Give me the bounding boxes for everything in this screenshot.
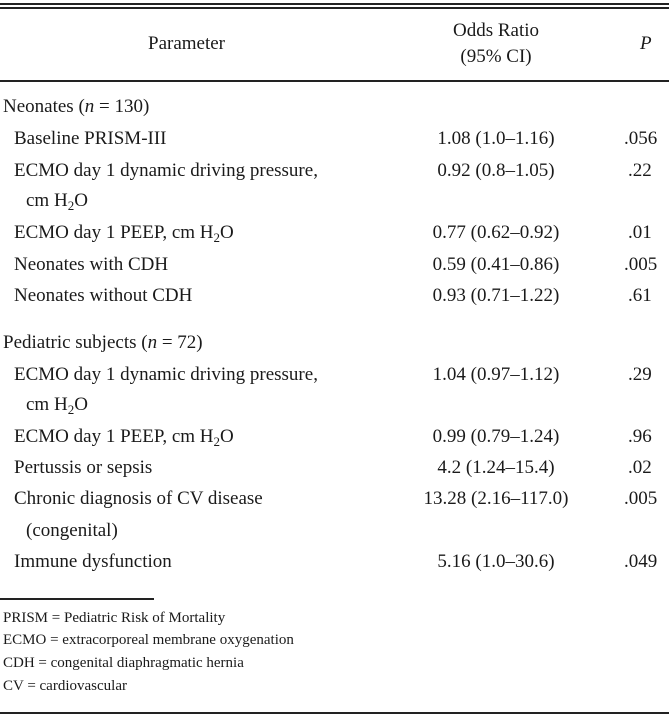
- row-or: 0.77 (0.62–0.92): [432, 222, 560, 243]
- row-param: ECMO day 1 PEEP, cm $H_2O$: [14, 222, 234, 245]
- row-p: .01: [628, 222, 652, 243]
- row-param: ECMO day 1 dynamic driving pressure,: [14, 364, 318, 385]
- footnote: CV = cardiovascular: [3, 678, 127, 694]
- bottom-rule: [0, 712, 669, 714]
- row-or: 1.08 (1.0–1.16): [437, 128, 555, 149]
- row-p: .049: [624, 551, 658, 572]
- row-p: .02: [628, 457, 652, 478]
- row-p: .61: [628, 285, 652, 306]
- row-or: 0.92 (0.8–1.05): [437, 160, 555, 181]
- row-or: 13.28 (2.16–117.0): [423, 488, 569, 509]
- row-param: ECMO day 1 PEEP, cm $H_2O$: [14, 426, 234, 449]
- top-rule-1: [0, 3, 669, 5]
- row-param-cont: cm $H_2O$: [26, 394, 88, 417]
- row-or: 0.93 (0.71–1.22): [432, 285, 560, 306]
- top-rule-2: [0, 7, 669, 9]
- footnote: CDH = congenital diaphragmatic hernia: [3, 655, 244, 671]
- header-rule: [0, 80, 669, 82]
- row-or: 5.16 (1.0–30.6): [437, 551, 555, 572]
- row-param: Pertussis or sepsis: [14, 457, 153, 478]
- row-or: 4.2 (1.24–15.4): [437, 457, 555, 478]
- row-param: Baseline PRISM-III: [14, 128, 167, 149]
- row-p: .22: [628, 160, 652, 181]
- header-p: P: [640, 33, 652, 54]
- row-param-cont: (congenital): [26, 520, 118, 541]
- row-param: ECMO day 1 dynamic driving pressure,: [14, 160, 318, 181]
- footnote: PRISM = Pediatric Risk of Mortality: [3, 610, 226, 626]
- header-ci: (95% CI): [460, 46, 532, 67]
- row-or: 0.99 (0.79–1.24): [432, 426, 560, 447]
- footnote-rule: [0, 598, 154, 600]
- row-param-cont: cm $H_2O$: [26, 190, 88, 213]
- footnote: ECMO = extracorporeal membrane oxygenation: [3, 632, 294, 648]
- row-p: .005: [624, 254, 658, 275]
- row-or: 0.59 (0.41–0.86): [432, 254, 560, 275]
- row-param: Neonates without CDH: [14, 285, 193, 306]
- row-param: Neonates with CDH: [14, 254, 169, 275]
- group-pediatric: Pediatric subjects (n = 72): [3, 332, 203, 353]
- row-p: .29: [628, 364, 652, 385]
- group-neonates: Neonates (n = 130): [3, 96, 150, 117]
- row-or: 1.04 (0.97–1.12): [432, 364, 560, 385]
- row-param: Immune dysfunction: [14, 551, 172, 572]
- header-parameter: Parameter: [148, 33, 226, 54]
- row-p: .056: [624, 128, 658, 149]
- header-odds-ratio: Odds Ratio: [452, 20, 540, 41]
- row-p: .96: [628, 426, 652, 447]
- row-p: .005: [624, 488, 658, 509]
- row-param: Chronic diagnosis of CV disease: [14, 488, 263, 509]
